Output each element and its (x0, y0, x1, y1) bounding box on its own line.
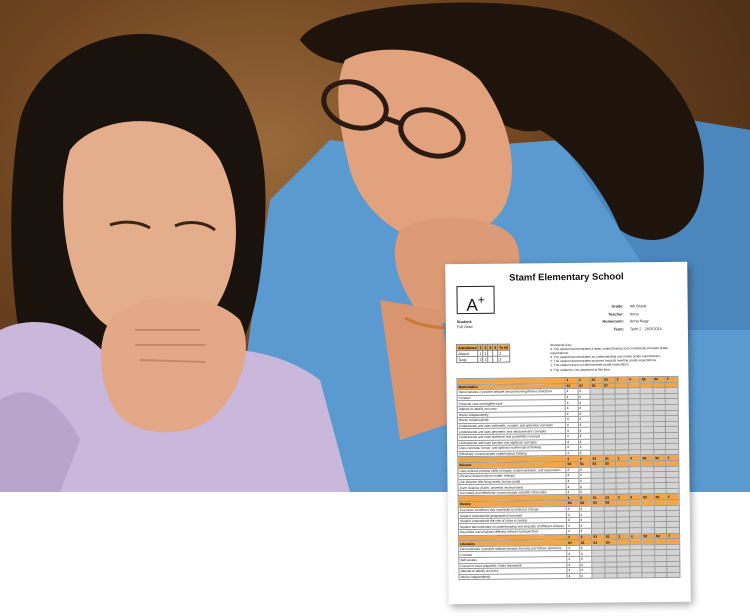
standard-score: 4 (566, 517, 579, 523)
standard-name: Accurately and effectively communicates scientific information (458, 489, 566, 496)
standard-name: Physical Science (force matter, energy) (458, 473, 566, 480)
section-name: Mathematics (457, 383, 565, 390)
standard-score: 4 (579, 484, 592, 490)
meta-row (446, 326, 688, 332)
attendance-cell: Tardy (457, 356, 479, 362)
standard-name: Works independently (457, 411, 565, 418)
standard-name: Attends to details accuracy (457, 405, 565, 412)
column-header: 4 (629, 494, 642, 500)
standard-score: 4 (565, 417, 578, 423)
standard-name: Student understands geographical concepts (458, 512, 566, 519)
standard-score: 4 (566, 478, 579, 484)
standard-score: 4 (567, 545, 580, 551)
standard-name: Comes to class prepared / Does homework (459, 562, 567, 569)
column-header: S1 (591, 455, 604, 461)
section-name: History (458, 501, 566, 508)
standard-name: Demonstrates a positive attitude toward learning/follows directions (457, 389, 565, 396)
column-header: S2 (654, 533, 667, 539)
attendance-cell: 3 (498, 350, 510, 356)
column-header: S1 (603, 377, 616, 383)
standard-score: 4 (567, 551, 580, 557)
standard-name: Understands and uses geometric and measurement concepts (457, 428, 565, 435)
standard-score: 4 (579, 562, 592, 568)
column-header: 1 (565, 377, 578, 383)
column-header: 3 (615, 377, 628, 383)
attendance-row (457, 356, 510, 363)
attendance-header-cell: 3 (489, 345, 492, 350)
standard-score: 4 (579, 512, 592, 518)
student-name: Full Grad (456, 324, 473, 330)
standard-name: Life Science (the living world, human body) (458, 478, 566, 485)
section-score: S2 (590, 383, 603, 389)
standard-score: 4 (566, 450, 579, 456)
section-score: S7 (603, 383, 616, 389)
standard-score: 4 (578, 439, 591, 445)
grade-mark (456, 286, 494, 314)
column-header: 1 (567, 534, 580, 540)
key-line: 0: The student is not assessed at this time. (550, 367, 611, 372)
standard-score (655, 572, 668, 578)
standard-score: 4 (566, 484, 579, 490)
standard-score: 4 (567, 568, 580, 574)
column-header: S1 (603, 455, 616, 461)
standard-name: Attends to details accuracy (459, 568, 567, 575)
column-header: S1 (591, 495, 604, 501)
column-header: F (665, 376, 678, 382)
meta-value: Term 2 - 20/3/2014 (629, 326, 662, 331)
column-header: 3 (616, 455, 629, 461)
standards-key (550, 342, 678, 372)
standard-name: Self-assess (459, 557, 567, 564)
standard-score: 4 (567, 528, 580, 534)
column-header: F (667, 494, 680, 500)
column-header: 4 (628, 455, 641, 461)
standard-score: 4 (565, 394, 578, 400)
key-line: Standards Key: (550, 342, 572, 348)
attendance-header-cell: 1 (479, 345, 482, 350)
standard-score: 4 (578, 444, 591, 450)
standard-name: Conduct (459, 551, 567, 558)
standard-name: Works independently (459, 573, 567, 580)
column-header: 2 (578, 456, 591, 462)
section-score: S4 (604, 539, 617, 545)
column-header: S2 (654, 494, 667, 500)
column-header: 1 (566, 456, 579, 462)
grade-letter: A (466, 295, 478, 315)
standard-score: 4 (565, 405, 578, 411)
standard-name: Examines conditions that contribute to historical change (458, 506, 566, 513)
standard-score: 4 (578, 405, 591, 411)
standard-score: 4 (579, 523, 592, 529)
section-score: S3 (566, 461, 579, 467)
section-score: S2 (579, 500, 592, 506)
student-info (457, 320, 473, 330)
section-score: S5 (603, 461, 616, 467)
standard-name: Effectively communicates mathematical thinking (458, 450, 566, 457)
column-header: F (666, 455, 679, 461)
meta-value: Anna (629, 311, 639, 316)
standard-name: Understands and uses arithmetic, number, and operation concepts (457, 422, 565, 429)
standard-name: Student understands the role of civics in society (458, 517, 566, 524)
standard-score: 4 (579, 517, 592, 523)
standard-score: 4 (578, 433, 591, 439)
standard-score (630, 573, 643, 579)
standard-score: 4 (566, 523, 579, 529)
standard-score (605, 573, 618, 579)
meta-label: Teacher: (608, 311, 624, 317)
attendance-header-cell: 2 (484, 345, 487, 350)
column-header: 4 (629, 533, 642, 539)
attendance-cell: 3 (479, 357, 482, 362)
standard-score: 4 (566, 506, 579, 512)
standard-score: 4 (578, 416, 591, 422)
standard-score: 4 (567, 573, 580, 579)
standard-name: Understands and uses statistical and probability concepts (458, 433, 566, 440)
standard-name: Describes and analyzes differing historical perspectives (459, 529, 567, 536)
column-header: 1 (566, 495, 579, 501)
standard-score: 4 (566, 472, 579, 478)
section-score: S1 (579, 539, 592, 545)
standard-score (667, 572, 680, 578)
standard-score: 4 (579, 556, 592, 562)
section-score: S5 (604, 500, 617, 506)
standard-score: 4 (565, 422, 578, 428)
standard-score: 4 (566, 445, 579, 451)
section-name: Literature (459, 540, 567, 547)
standard-score: 4 (566, 512, 579, 518)
column-header: 3 (617, 533, 630, 539)
standard-score: 4 (566, 489, 579, 495)
standard-score: 4 (579, 551, 592, 557)
standard-score: 4 (566, 439, 579, 445)
attendance-header-cell: 4 (494, 345, 497, 350)
standard-score: 4 (578, 388, 591, 394)
attendance-header-cell: Attendance (458, 345, 477, 350)
standard-score (617, 573, 630, 579)
attendance-cell: 2 (484, 351, 487, 356)
standard-name: Uses science process skills of inquiry, experimentation, and explanation (458, 467, 566, 474)
attendance-table (456, 344, 510, 364)
column-header: S1 (604, 494, 617, 500)
attendance-cell: 1 (479, 351, 482, 356)
column-header: F (667, 533, 680, 539)
standard-score: 4 (578, 472, 591, 478)
standard-name: Earth Science (Earth, universe, environment) (458, 484, 566, 491)
standard-name: Conduct (457, 394, 565, 401)
standard-score: 4 (565, 411, 578, 417)
meta-label: Grade: (611, 304, 624, 309)
key-line: 1: The student does not demonstrate grade expectation. (550, 362, 630, 368)
standard-score: 4 (578, 467, 591, 473)
standard-score: 4 (565, 428, 578, 434)
school-name: Stamf Elementary School (509, 271, 624, 284)
standard-score: 4 (579, 489, 592, 495)
column-header: S1 (604, 534, 617, 540)
standard-name: Demonstrates a positive attitude towards learning and follows directions (459, 545, 567, 552)
standard-score: 4 (565, 400, 578, 406)
standard-score: 4 (578, 411, 591, 417)
key-line: 4: The student demonstrates a deep understanding and consistently exceeds grade expectations. (550, 346, 668, 356)
meta-value: Anna Nagy (629, 319, 649, 324)
standard-score: 4 (578, 422, 591, 428)
standard-score: 4 (579, 506, 592, 512)
key-line: 2: The student demonstrates progress towards meeting grade expectations. (550, 358, 658, 364)
section-score: S1 (578, 461, 591, 467)
standard-row (459, 572, 680, 580)
meta-label: Term: (613, 326, 624, 332)
standard-score: 4 (578, 394, 591, 400)
standard-score: 4 (567, 562, 580, 568)
section-score: S3 (566, 500, 579, 506)
section-score: S4 (591, 500, 604, 506)
section-score: S7 (567, 540, 580, 546)
column-header: 2 (579, 534, 592, 540)
attendance-header-cell: To tal (499, 345, 508, 350)
section-score: S4 (591, 461, 604, 467)
standard-score (592, 573, 605, 579)
standard-score: 4 (579, 567, 592, 573)
column-header: S2 (642, 533, 655, 539)
standard-score: 4 (579, 545, 592, 551)
column-header: S2 (641, 494, 654, 500)
column-header: S2 (640, 377, 653, 383)
standard-name: Presents neat and legible work (457, 400, 565, 407)
meta-row (446, 319, 688, 322)
attendance-cell: 3 (498, 356, 510, 362)
standard-score: 4 (579, 528, 592, 534)
standard-score: 4 (578, 400, 591, 406)
meta-label: Homeroom: (602, 319, 624, 324)
section-score: S7 (565, 383, 578, 389)
standard-score: 4 (566, 467, 579, 473)
attendance-cell: Absent (457, 350, 479, 356)
standard-score: 4 (567, 556, 580, 562)
grades-table (456, 376, 680, 581)
student-label: Student: (456, 319, 473, 325)
column-header: 4 (628, 377, 641, 383)
column-header: S2 (654, 455, 667, 461)
column-header: S1 (590, 377, 603, 383)
key-line: 3: The student demonstrates an understanding and meets grade expectations. (550, 354, 661, 360)
column-header: S2 (641, 455, 654, 461)
attendance-cell: 1 (484, 357, 487, 362)
standard-score: 4 (579, 478, 592, 484)
column-header: 3 (616, 494, 629, 500)
section-name: Science (458, 461, 566, 468)
grade-sup: + (477, 292, 485, 307)
standard-score: 4 (566, 433, 579, 439)
standard-score (642, 572, 655, 578)
standard-name: Works collaboratively (457, 417, 565, 424)
standard-score: 4 (578, 428, 591, 434)
standard-name: Uses concrete, formal, and abstract mathematical thinking (458, 445, 566, 452)
meta-value: 4th Grade (629, 304, 647, 309)
standard-score: 4 (580, 573, 593, 579)
standard-score: 4 (578, 450, 591, 456)
standard-score: 4 (565, 389, 578, 395)
column-header: S2 (653, 376, 666, 382)
column-header: 2 (577, 377, 590, 383)
section-score: S1 (592, 539, 605, 545)
section-score: S7 (578, 383, 591, 389)
column-header: S1 (592, 534, 605, 540)
report-card (445, 262, 691, 605)
standard-name: Understands and uses function and algebraic concepts (458, 439, 566, 446)
standard-name: Student demonstrates an understanding and empathy of different cultures (458, 523, 566, 530)
column-header: 2 (579, 495, 592, 501)
